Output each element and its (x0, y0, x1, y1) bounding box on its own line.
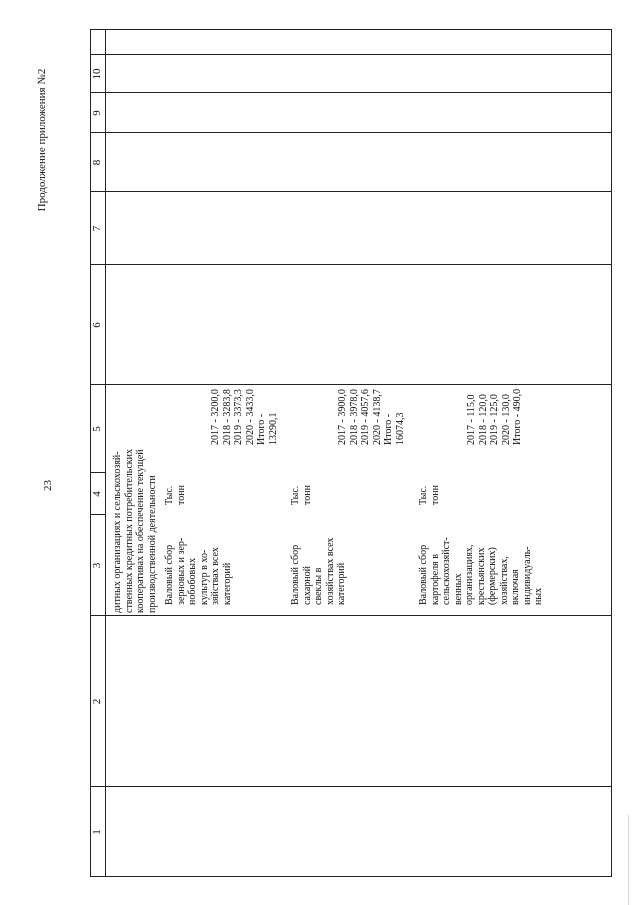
row-2-values: 2017 - 3900,0 2018 - 3978,0 2019 - 4057,6 2020 - 4138,7 Итого - 16074,3 (337, 389, 406, 445)
col-line (90, 92, 612, 93)
row-2-indicator: Валовый сбор сахарной свеклы в хозяйствах всех категорий (290, 537, 347, 605)
column-number: 9 (91, 110, 103, 116)
scan-edge-mark (628, 815, 629, 905)
col-line (90, 876, 612, 877)
column-number: 7 (91, 225, 103, 232)
table-header-divider (105, 30, 106, 877)
continuation-title: Продолжение приложения №2 (36, 68, 48, 212)
page-number: 23 (42, 480, 54, 491)
row-3-values: 2017 - 115,0 2018 - 120,0 2019 - 125,0 2020 - 130,0 Итого - 490,0 (466, 388, 523, 445)
row-1-values: 2017 - 3200,0 2018 - 3283,8 2019 - 3373,3 2020 - 3433,0 Итого - 13290,1 (210, 389, 279, 445)
column-number: 1 (91, 829, 103, 835)
intro-text: дитных организациях и сельскохозяй- ственных кредитных потребительских кооперативах на обеспечение текущей производственной деятельности (112, 449, 158, 613)
row-3-indicator: Валовый сбор картофеля в сельскохозяйст- венных организациях, крестьянских (фермерских) хозяйствах, включая индивидуаль- ных (418, 537, 544, 605)
col-line (90, 54, 612, 55)
column-number: 10 (91, 68, 103, 80)
col-line (90, 29, 612, 30)
column-number: 3 (91, 562, 103, 569)
col-line (90, 132, 612, 133)
col-line (90, 191, 612, 192)
column-number: 2 (91, 698, 103, 705)
column-number: 4 (91, 491, 103, 497)
col-line (90, 615, 612, 616)
row-2-unit: Тыс. тонн (290, 485, 313, 505)
col-line (90, 264, 612, 265)
row-1-unit: Тыс. тонн (164, 485, 187, 505)
row-3-unit: Тыс. тонн (418, 485, 441, 505)
column-number: 6 (91, 322, 103, 328)
table-border-bottom (611, 30, 612, 877)
column-number: 8 (91, 159, 103, 166)
column-number: 5 (91, 426, 103, 432)
col-line (90, 786, 612, 787)
row-1-indicator: Валовый сбор зерновых и зер- нобобовых культур в хо- зяйствах всех категорий (164, 537, 233, 605)
